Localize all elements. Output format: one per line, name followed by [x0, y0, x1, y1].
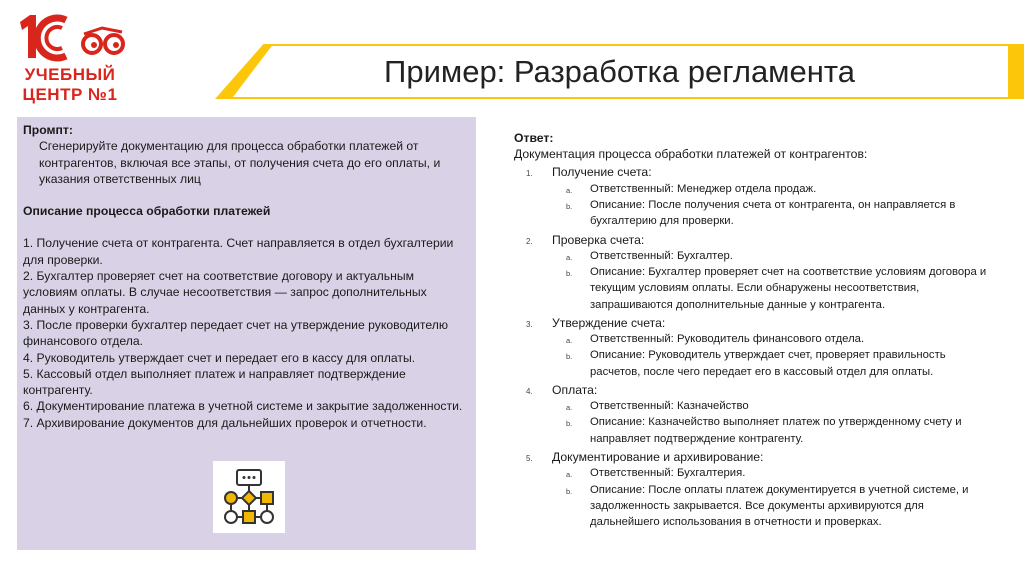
logo: [14, 10, 126, 110]
item-text: Ответственный: Казначейство: [590, 400, 749, 413]
answer-section: [514, 382, 994, 447]
prompt-text: Сгенерируйте документацию для процесса обработки платежей от контрагентов, включая все этапы, от получения счета до его оплаты, и указания ответственных лиц: [39, 139, 441, 186]
answer-section: [514, 232, 994, 313]
section-title: Проверка счета:: [552, 232, 645, 247]
item-letter: a.: [566, 470, 573, 480]
list-item: [552, 264, 994, 313]
answer-section: [514, 449, 994, 530]
item-letter: b.: [566, 269, 573, 278]
item-text: Описание: После получения счета от контрагента, он направляется в бухгалтерию для проверки.: [590, 198, 956, 228]
process-section-title: Описание процесса обработки платежей: [23, 204, 271, 219]
section-number: 1.: [526, 169, 533, 179]
prompt-panel: [17, 117, 476, 550]
item-text: Ответственный: Руководитель финансового отдела.: [590, 333, 865, 346]
section-title: Утверждение счета:: [552, 315, 666, 330]
list-item: [552, 414, 994, 447]
item-letter: b.: [566, 419, 573, 429]
list-item: [552, 482, 994, 531]
section-number: 5.: [526, 454, 533, 464]
list-item: [552, 331, 994, 347]
list-item: 5. Кассовый отдел выполняет платеж и направляет подтверждение контрагенту.: [23, 366, 406, 398]
item-text: Описание: Казначейство выполняет платеж по утвержденному счету и направляет подтверждение контрагенту.: [590, 416, 962, 445]
section-number: 2.: [526, 236, 533, 246]
page-title: Пример: Разработка регламента: [384, 54, 855, 89]
logo-mark-icon: [14, 10, 126, 62]
section-items-list: [552, 248, 994, 313]
process-steps-list: [23, 235, 468, 431]
flowchart-icon: [213, 461, 285, 533]
answer-panel: [514, 130, 994, 532]
list-item: [552, 181, 994, 197]
answer-section: [514, 164, 994, 229]
section-title: Оплата:: [552, 382, 598, 397]
section-title: Документирование и архивирование:: [552, 450, 764, 465]
list-item: 3. После проверки бухгалтер передает счет на утверждение руководителю финансового отдела.: [23, 317, 448, 349]
list-item: [552, 248, 994, 264]
list-item: 4. Руководитель утверждает счет и передает его в кассу для оплаты.: [23, 350, 416, 365]
item-letter: a.: [566, 185, 573, 195]
logo-line-2: ЦЕНТР №1: [22, 85, 118, 104]
list-item: 7. Архивирование документов для дальнейших проверок и отчетности.: [23, 415, 427, 430]
section-items-list: [552, 181, 994, 230]
item-letter: b.: [566, 486, 573, 496]
answer-sections-list: [514, 164, 994, 530]
list-item: 2. Бухгалтер проверяет счет на соответствие договору и актуальным условиям оплаты. В случае несоответствия — запрос дополнительных данных у контрагента.: [23, 269, 427, 316]
section-number: 3.: [526, 319, 533, 329]
answer-label: Ответ:: [514, 131, 554, 145]
item-text: Ответственный: Бухгалтер.: [590, 249, 733, 262]
item-text: Ответственный: Менеджер отдела продаж.: [590, 182, 817, 195]
item-text: Ответственный: Бухгалтерия.: [590, 467, 746, 480]
section-items-list: [552, 398, 994, 447]
list-item: [552, 347, 994, 380]
section-title: Получение счета:: [552, 165, 652, 180]
item-text: Описание: Руководитель утверждает счет, проверяет правильность расчетов, после чего передает его в кассовый отдел для оплаты.: [590, 349, 946, 378]
item-letter: a.: [566, 336, 573, 346]
list-item: [552, 398, 994, 414]
item-text: Описание: Бухгалтер проверяет счет на соответствие условиям договора и текущим условиям оплаты. Если обнаружены несоответствия, запрашиваются дополнительные данные у контрагента.: [590, 266, 987, 311]
prompt-label: Промпт:: [23, 123, 73, 137]
section-number: 4.: [526, 386, 533, 396]
list-item: [552, 465, 994, 481]
answer-intro: Документация процесса обработки платежей от контрагентов:: [514, 147, 868, 162]
item-letter: b.: [566, 201, 573, 211]
list-item: 6. Документирование платежа в учетной системе и закрытие задолженности.: [23, 399, 463, 414]
logo-line-1: УЧЕБНЫЙ: [24, 65, 116, 84]
item-letter: a.: [566, 252, 573, 262]
item-letter: a.: [566, 403, 573, 413]
item-text: Описание: После оплаты платеж документируется в учетной системе, и задолженность закрывается. Все документы архивируются для дальнейшего использования в отчетности и проверках.: [590, 483, 969, 529]
section-items-list: [552, 331, 994, 380]
list-item: 1. Получение счета от контрагента. Счет направляется в отдел бухгалтерии для проверки.: [23, 236, 454, 267]
section-items-list: [552, 465, 994, 530]
item-letter: b.: [566, 352, 573, 362]
list-item: [552, 197, 994, 230]
answer-section: [514, 315, 994, 380]
